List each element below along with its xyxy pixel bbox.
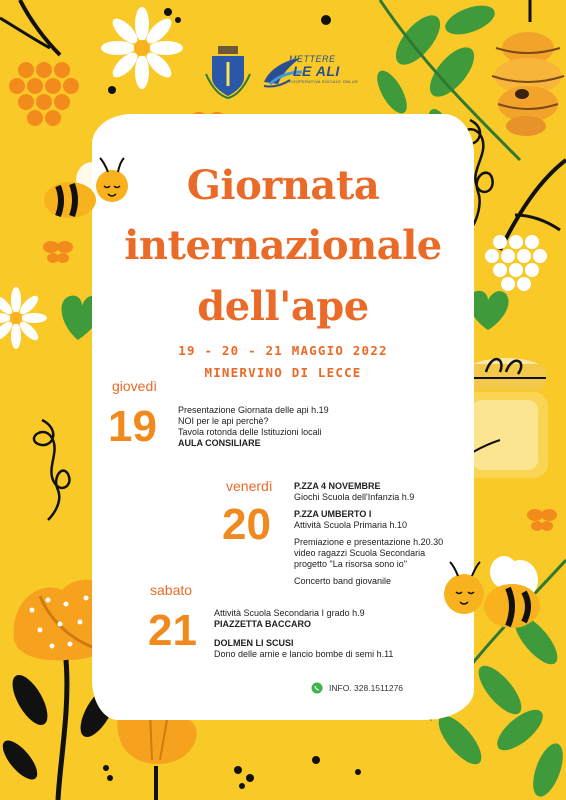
whatsapp-icon (311, 682, 323, 694)
event-line: Tavola rotonda delle Istituzioni locali (178, 427, 322, 437)
bee-right-icon (444, 556, 540, 628)
info-phone: INFO. 328.1511276 (329, 683, 404, 693)
municipal-crest-icon (206, 46, 250, 98)
event-dates: 19 - 20 - 21 MAGGIO 2022 (178, 343, 388, 358)
event-line: Attività Scuola Secondaria I grado h.9 (214, 608, 365, 618)
day-19-events (178, 405, 329, 449)
event-line: Premiazione e presentazione h.20.30 (294, 537, 444, 547)
event-place: MINERVINO DI LECCE (204, 365, 362, 380)
title-line-2: internazionale (124, 222, 442, 269)
event-location: AULA CONSILIARE (178, 438, 261, 448)
day-number-20: 20 (222, 500, 271, 549)
event-location: PIAZZETTA BACCARO (214, 619, 311, 629)
day-name-20: venerdì (226, 478, 273, 494)
partner-name-line1: METTERE (289, 54, 336, 64)
event-line: Giochi Scuola dell'Infanzia h.9 (294, 492, 415, 502)
event-line: NOI per le api perchè? (178, 416, 269, 426)
event-line: Concerto band giovanile (294, 576, 392, 586)
day-name-21: sabato (150, 582, 193, 598)
day-number-19: 19 (108, 402, 157, 451)
partner-tagline: COOPERATIVA SOCIALE ONLUS (289, 79, 358, 84)
day-20-events (294, 481, 443, 587)
event-line: progetto "La risorsa sono io" (294, 559, 407, 569)
day-number-21: 21 (148, 606, 197, 655)
event-line: Presentazione Giornata delle api h.19 (178, 405, 329, 415)
day-name-19: giovedì (112, 378, 158, 394)
event-location: P.ZZA 4 NOVEMBRE (294, 481, 381, 491)
event-line: video ragazzi Scuola Secondaria (294, 548, 426, 558)
day-21-events (214, 608, 393, 660)
event-location: P.ZZA UMBERTO I (294, 509, 372, 519)
event-location: DOLMEN LI SCUSI (214, 638, 294, 648)
title-line-3: dell'ape (197, 283, 369, 330)
event-line: Dono delle arnie e lancio bombe di semi h.11 (214, 649, 394, 659)
title-line-1: Giornata (186, 162, 380, 209)
partner-name-line2: LE ALI (293, 63, 340, 79)
event-line: Attività Scuola Primaria h.10 (294, 520, 408, 530)
